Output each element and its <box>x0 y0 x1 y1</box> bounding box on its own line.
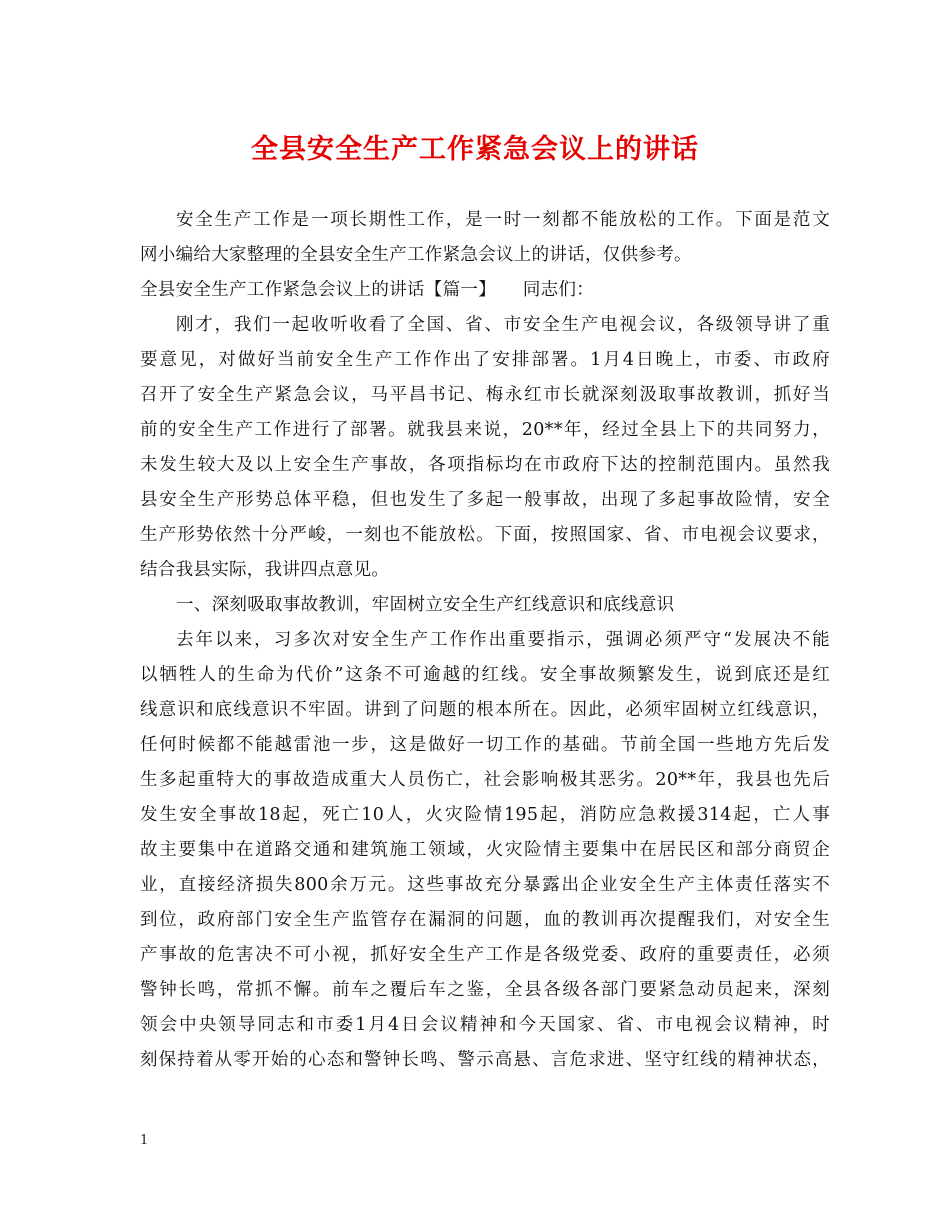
paragraph-line: 网小编给大家整理的全县安全生产工作紧急会议上的讲话，仅供参考。 <box>140 245 692 265</box>
paragraph-line: 一、深刻吸取事故教训，牢固树立安全生产红线意识和底线意识 <box>176 595 675 615</box>
paragraph-line: 领会中央领导同志和市委1月4日会议精神和今天国家、省、市电视会议精神，时 <box>140 1015 830 1035</box>
paragraph-line: 全县安全生产工作紧急会议上的讲话【篇一】 同志们： <box>140 280 595 300</box>
paragraph-line: 警钟长鸣，常抓不懈。前车之覆后车之鉴，全县各级各部门要紧急动员起来，深刻 <box>140 980 830 1000</box>
document-title: 全县安全生产工作紧急会议上的讲话 <box>251 134 699 165</box>
paragraph-line: 刻保持着从零开始的心态和警钟长鸣、警示高悬、言危求进、坚守红线的精神状态， <box>140 1050 830 1070</box>
paragraph-line: 发生安全事故18起，死亡10人，火灾险情195起，消防应急救援314起，亡人事 <box>140 805 830 825</box>
paragraph-line: 线意识和底线意识不牢固。讲到了问题的根本所在。因此，必须牢固树立红线意识， <box>140 700 830 720</box>
paragraph-line: 召开了安全生产紧急会议，马平昌书记、梅永红市长就深刻汲取事故教训，抓好当 <box>140 385 830 405</box>
paragraph-line: 生多起重特大的事故造成重大人员伤亡，社会影响极其恶劣。20**年，我县也先后 <box>140 770 830 790</box>
paragraph-line: 产事故的危害决不可小视，抓好安全生产工作是各级党委、政府的重要责任，必须 <box>140 945 830 965</box>
paragraph-line: 县安全生产形势总体平稳，但也发生了多起一般事故，出现了多起事故险情，安全 <box>140 490 830 510</box>
document-body <box>140 203 830 1078</box>
paragraph-line: 刚才，我们一起收听收看了全国、省、市安全生产电视会议，各级领导讲了重 <box>176 315 830 335</box>
paragraph-line: 业，直接经济损失800余万元。这些事故充分暴露出企业安全生产主体责任落实不 <box>140 875 830 895</box>
paragraph-line: 未发生较大及以上安全生产事故，各项指标均在市政府下达的控制范围内。虽然我 <box>140 455 830 475</box>
paragraph-line: 结合我县实际，我讲四点意见。 <box>140 560 390 580</box>
paragraph-line: 去年以来，习多次对安全生产工作作出重要指示，强调必须严守“发展决不能 <box>176 630 830 650</box>
paragraph-line: 生产形势依然十分严峻，一刻也不能放松。下面，按照国家、省、市电视会议要求， <box>140 525 830 545</box>
paragraph-line: 安全生产工作是一项长期性工作，是一时一刻都不能放松的工作。下面是范文 <box>176 210 830 230</box>
paragraph-line: 前的安全生产工作进行了部署。就我县来说，20**年，经过全县上下的共同努力， <box>140 420 830 440</box>
paragraph-line: 任何时候都不能越雷池一步，这是做好一切工作的基础。节前全国一些地方先后发 <box>140 735 830 755</box>
paragraph-line: 故主要集中在道路交通和建筑施工领域，火灾险情主要集中在居民区和部分商贸企 <box>140 840 830 860</box>
paragraph-line: 以牺牲人的生命为代价”这条不可逾越的红线。安全事故频繁发生，说到底还是红 <box>140 665 830 685</box>
paragraph-line: 要意见，对做好当前安全生产工作作出了安排部署。1月4日晚上，市委、市政府 <box>140 350 830 370</box>
page-number: 1 <box>140 1133 149 1148</box>
paragraph-line: 到位，政府部门安全生产监管存在漏洞的问题，血的教训再次提醒我们，对安全生 <box>140 910 830 930</box>
